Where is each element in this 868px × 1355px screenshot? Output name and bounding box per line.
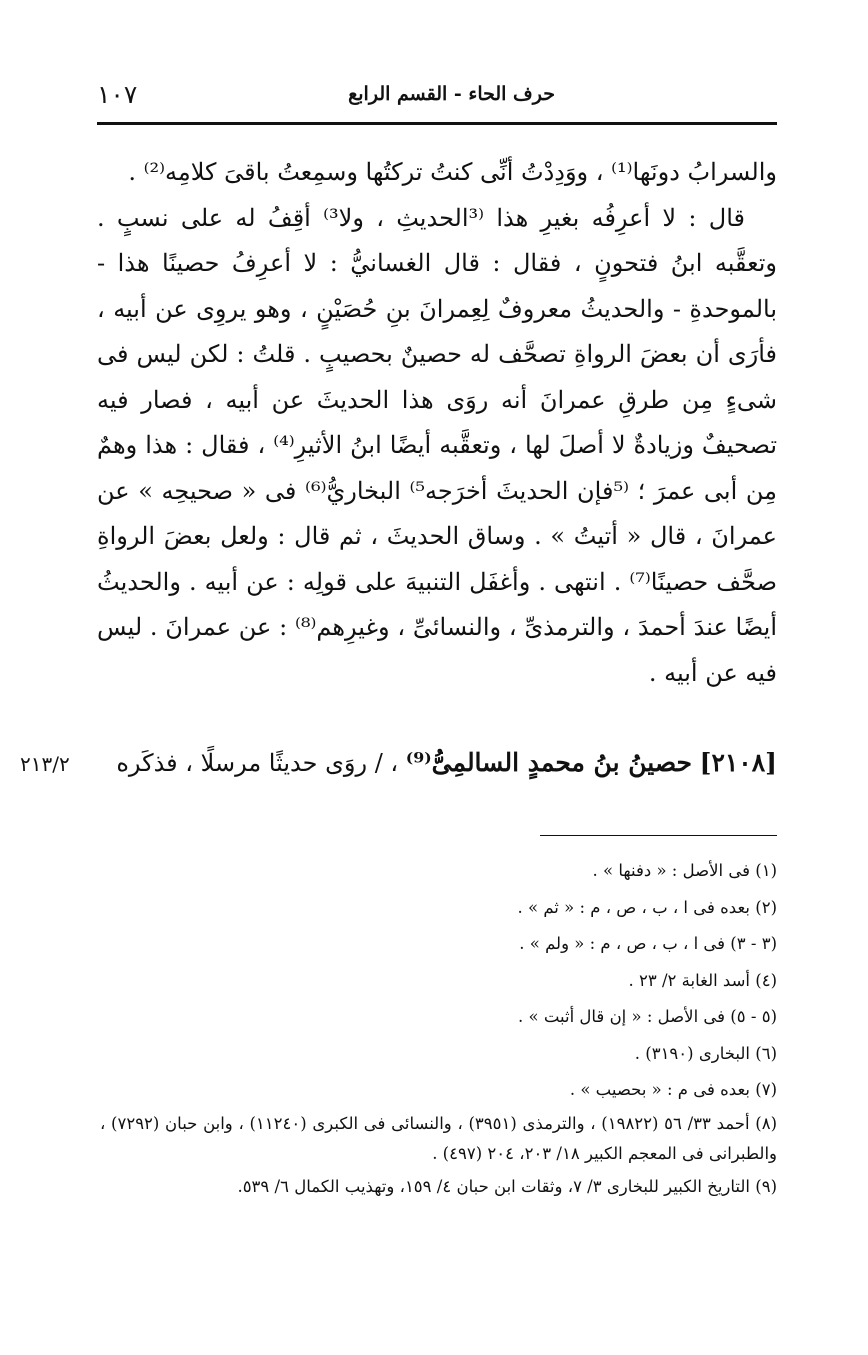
margin-reference: ٢١٣/٢ (20, 752, 70, 776)
footnote-8: (٨) أحمد ٣٣/ ٥٦ (١٩٨٢٢) ، والترمذى (٣٩٥١) ، والنسائى فى الكبرى (١١٢٤٠) ، وابن حبان (٧٢٩٢) ، والطبرانى فى المعجم الكبير ١٨/ ٢٠٣، ٢٠٤ (٤٩٧) . (100, 1113, 778, 1163)
entry-text: ، / روَى حديثًا مرسلًا ، فذكَره (116, 749, 399, 777)
footnote-3: (٣ - ٣) فى ا ، ب ، ص ، م : « ولم » . (519, 934, 777, 953)
page-header (97, 78, 777, 122)
footnote-rule (540, 835, 777, 836)
footnotes (100, 853, 777, 1205)
paragraph-2: قال : لا أعرِفُه بغيرِ هذا ⁽³الحديثِ ، ولا³⁾ أقِفُ له على نسبٍ . وتعقَّبه ابنُ فتحونٍ ، فقال : قال الغسانيُّ : لا أعرِفُ حصينًا هذا - بالموحدةِ - والحديثُ معروفٌ لِعِمرانَ بنِ حُصَيْنٍ ، وهو يروِى عن أبيه ، فأرَى أن بعضَ الرواةِ تصحَّف له حصينٌ بحصيبٍ . قلتُ : لكن ليس فى شىءٍ مِن طرقِ عمرانَ أنه روَى هذا الحديثَ عن أبيه ، فصار فيه تصحيفٌ وزيادةٌ لا أصلَ لها ، وتعقَّبه أيضًا ابنُ الأثيرِ⁽⁴⁾ ، فقال : هذا وهمٌ مِن أبى عمرَ ؛ ⁽⁵فإن الحديثَ أخرَجه⁵⁾ البخاريُّ⁽⁶⁾ فى « صحيحِه » عن عمرانَ ، قال « أتيتُ » . وساق الحديثَ ، ثم قال : ولعل بعضَ الرواةِ صحَّف حصينًا⁽⁷⁾ . انتهى . وأغفَل التنبيهَ على قولِه : عن أبيه . والحديثُ أيضًا عندَ أحمدَ ، والترمذىِّ ، والنسائىِّ ، وغيرِهم⁽⁸⁾ : عن عمرانَ . ليس فيه عن أبيه . (97, 203, 778, 687)
running-title: حرف الحاء - القسم الرابع (348, 83, 555, 105)
footnote-6: (٦) البخارى (٣١٩٠) . (634, 1043, 777, 1063)
footnote-4: (٤) أسد الغابة ٢/ ٢٣ . (628, 970, 777, 990)
entry-heading (20, 748, 777, 798)
entry-line (116, 748, 777, 777)
main-text (97, 150, 777, 696)
entry-name: حصينُ بنُ محمدٍ السالمِىُّ⁽⁹⁾ (405, 748, 692, 777)
footnote-2: (٢) بعده فى ا ، ب ، ص ، م : « ثم » . (517, 897, 777, 917)
entry-number: [٢١٠٨] (699, 748, 777, 777)
footnote-5: (٥ - ٥) فى الأصل : « إن قال أثبت » . (517, 1007, 777, 1026)
paragraph-1: والسرابُ دونَها⁽¹⁾ ، ووَدِدْتُ أنِّى كنتُ تركتُها وسمِعتُ باقىَ كلامِه⁽²⁾ . (128, 158, 777, 186)
page-number: ١٠٧ (97, 80, 138, 109)
footnote-1: (١) فى الأصل : « دفنها » . (592, 861, 777, 880)
footnote-7: (٧) بعده فى م : « بحصيب » . (569, 1080, 777, 1099)
header-rule (97, 122, 777, 125)
footnote-9: (٩) التاريخ الكبير للبخارى ٣/ ٧، وثقات ابن حبان ٤/ ١٥٩، وتهذيب الكمال ٦/ ٥٣٩. (237, 1176, 777, 1196)
